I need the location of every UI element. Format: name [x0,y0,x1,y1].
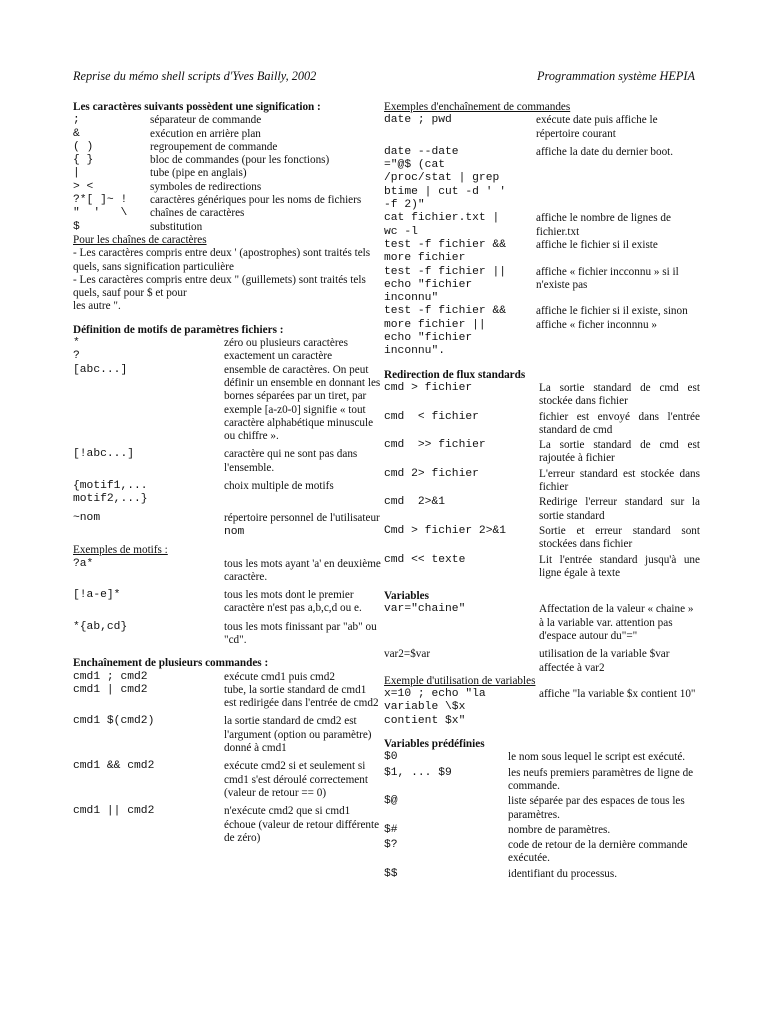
chain-example-row: test -f fichier || echo "fichier inconnu" affiche « fichier incconnu » si il n'existe pas [384,265,679,305]
chars-title: Les caractères suivants possèdent une signification : [73,101,321,113]
variable-row: var2=$var utilisation de la variable $var affectée à var2 [384,648,670,674]
motif-row: {motif1,... motif2,...} choix multiple de motifs [73,480,334,506]
left-column [73,101,381,845]
chain-examples-table [384,114,700,358]
example-row: ?a* tous les mots ayant 'a' en deuxième caractère. [73,557,381,583]
chars-row: & exécution en arrière plan [73,127,261,140]
predef-row: $# nombre de paramètres. [384,823,611,836]
predef-title: Variables prédéfinies [384,738,485,751]
redirection-row: cmd < fichier fichier est envoyé dans l'entrée standard de cmd [384,410,700,436]
right-column [384,101,700,881]
chaining-title: Enchaînement de plusieurs commandes : [73,657,269,670]
chars-row: " ' \ chaînes de caractères [73,207,245,220]
chain-example-row: date ; pwd exécute date puis affiche le répertoire courant [384,114,658,140]
strings-title: Pour les chaînes de caractères [73,233,207,246]
redirection-row: cmd >> fichier La sortie standard de cmd est rajoutée à fichier [384,439,700,465]
predef-table [384,751,700,881]
chain-example-row: cat fichier.txt | wc -l affiche le nombre de lignes de fichier.txt [384,212,671,238]
chain-example-row: test -f fichier && more fichier affiche le fichier si il existe [384,238,658,265]
motif-row: [abc...] ensemble de caractères. On peut définir un ensemble en donnant les bornes séparées par un tiret, par exemple [a-z0-0] signifie « tout caractère alphabétique minuscule ou chiffre ». [73,363,381,443]
chaining-row: cmd1 | cmd2 tube, la sortie standard de cmd1 est redirigée dans l'entrée de cmd2 [73,683,379,710]
chaining-row: cmd1 || cmd2 n'exécute cmd2 que si cmd1 échoue (valeur de retour différente de zéro) [73,805,380,844]
variable-row: var="chaine" Affectation de la valeur « chaine » à la variable var. attention pas d'espace autour du"=" [384,603,694,642]
code-nom: nom [224,525,245,538]
chars-row: $ substitution [73,220,203,233]
predef-row: $? code de retour de la dernière commande exécutée. [384,839,688,865]
predef-row: $1, ... $9 les neufs premiers paramètres de ligne de commande. [384,766,694,792]
chars-row: ; séparateur de commande [73,114,262,127]
motif-row: [!abc...] caractère qui ne sont pas dans l'ensemble. [73,448,358,474]
chain-examples-title: Exemples d'enchaînement de commandes [384,101,571,113]
variable-example-row: x=10 ; echo "la variable \$x contient $x" affiche "la variable $x contient 10" [384,688,696,727]
header-left: Reprise du mémo shell scripts d'Yves Bailly, 2002 [73,69,317,83]
strings-paragraph-3: les autre ". [73,300,121,313]
chaining-table [73,671,381,846]
chars-row: { } bloc de commandes (pour les fonctions) [73,154,330,167]
chain-example-row: date --date ="@$ (cat /proc/stat | grep btime | cut -d ' ' -f 2)" affiche la date du dernier boot. [384,145,674,212]
motifs-table [73,337,381,539]
redirection-row: cmd > fichier La sortie standard de cmd est stockée dans fichier [384,381,700,408]
strings-paragraph-2: - Les caractères compris entre deux " (guillemets) sont traités tels quels, sauf pour $ et pour [73,273,366,300]
motif-row: * zéro ou plusieurs caractères [73,337,348,350]
examples-table [73,558,381,648]
chain-example-row: test -f fichier && more fichier || echo "fichier inconnu". affiche le fichier si il existe, sinon affiche « ficher inconnnu » [384,305,688,358]
redirection-row: Cmd > fichier 2>&1 Sortie et erreur standard sont stockées dans fichier [384,524,700,551]
predef-row: $$ identifiant du processus. [384,867,618,880]
redirection-row: cmd 2>&1 Redirige l'erreur standard sur la sortie standard [384,496,700,522]
predef-row: $0 le nom sous lequel le script est exécuté. [384,751,686,764]
example-row: *{ab,cd} tous les mots finissant par "ab" ou "cd". [73,620,377,646]
chars-table [73,114,381,234]
chaining-row: cmd1 && cmd2 exécute cmd2 si et seulement si cmd1 s'est déroulé correctement (valeur de retour == 0) [73,760,368,799]
redirection-table [384,382,700,580]
redirection-row: cmd << texte Lit l'entrée standard jusqu'à une ligne égale à texte [384,553,700,579]
header-right: Programmation système HEPIA [536,69,695,83]
chars-row: > < symboles de redirections [73,180,262,193]
redirection-row: cmd 2> fichier L'erreur standard est stockée dans fichier [384,467,700,494]
variables-title: Variables [384,590,429,603]
motif-row: ~nom répertoire personnel de l'utilisateur nom [73,511,380,538]
chars-row: | tube (pipe en anglais) [73,167,247,180]
chaining-row: cmd1 ; cmd2 exécute cmd1 puis cmd2 [73,670,335,683]
motif-row: ? exactement un caractère [73,350,333,363]
example-row: [!a-e]* tous les mots dont le premier caractère n'est pas a,b,c,d ou e. [73,589,362,615]
chaining-row: cmd1 $(cmd2) la sortie standard de cmd2 est l'argument (option ou paramètre) donné à cmd1 [73,715,372,755]
chars-row: ?*[ ]~ ! caractères génériques pour les noms de fichiers [73,194,362,207]
examples-title: Exemples de motifs : [73,544,168,557]
variables-example-title: Exemple d'utilisation de variables [384,674,536,687]
chars-row: ( ) regroupement de commande [73,140,278,153]
redirection-title: Redirection de flux standards [384,368,526,381]
predef-row: $@ liste séparée par des espaces de tous les paramètres. [384,795,685,821]
strings-paragraph-1: - Les caractères compris entre deux ' (apostrophes) sont traités tels quels, sans signification particulière [73,247,371,273]
variables-table [384,603,700,674]
motifs-title: Définition de motifs de paramètres fichiers : [73,323,284,336]
